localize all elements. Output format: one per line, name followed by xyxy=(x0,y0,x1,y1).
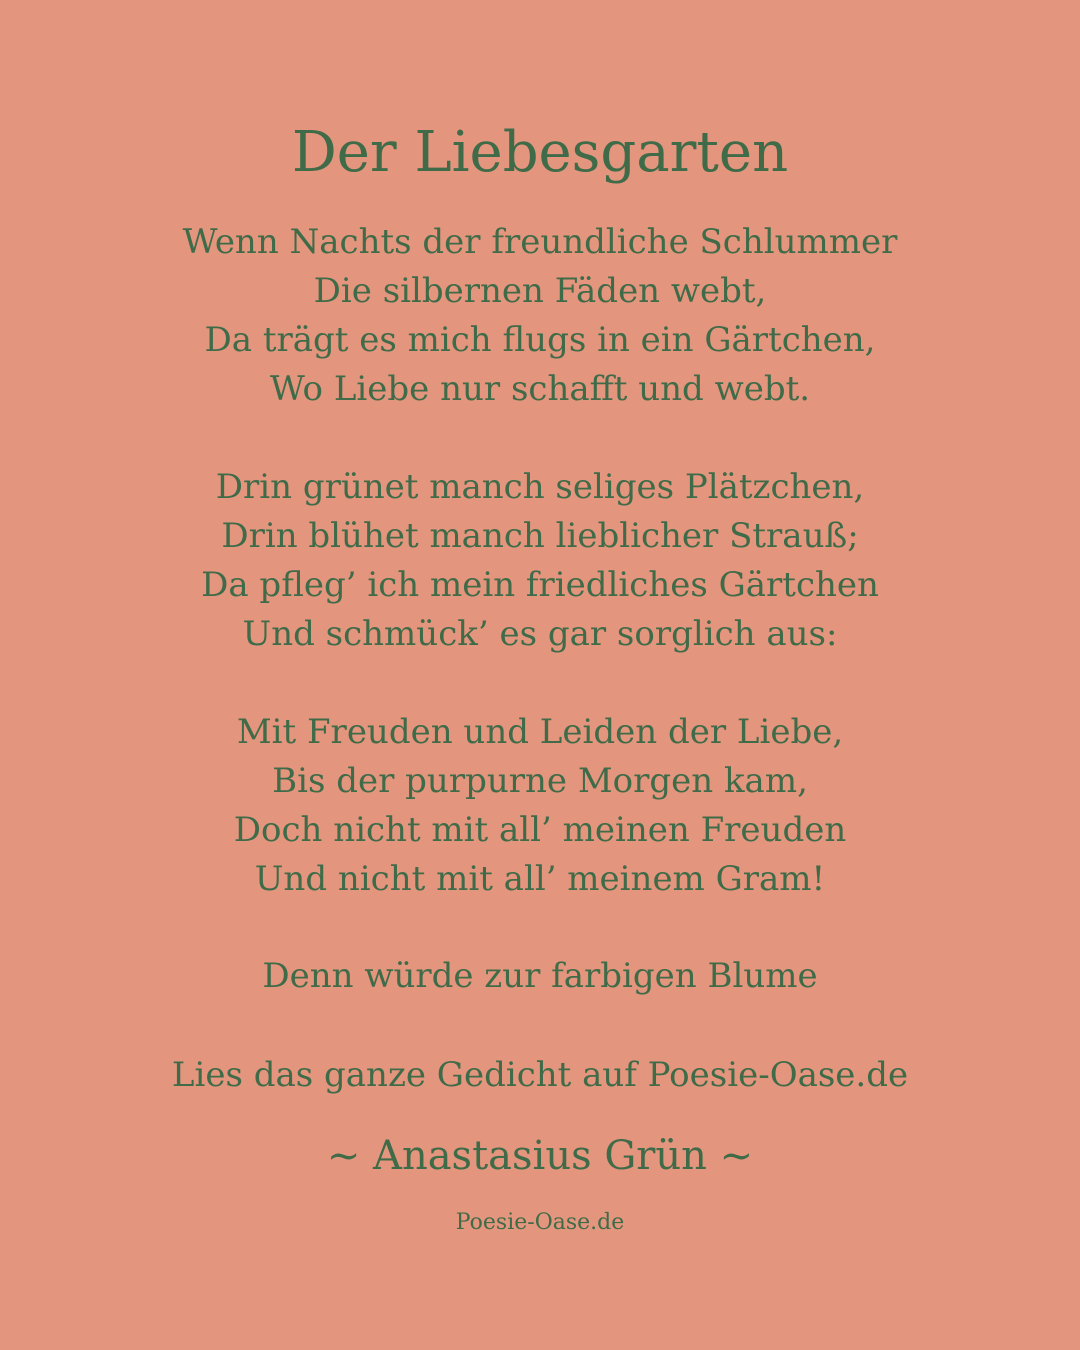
poem-line: Wo Liebe nur schafft und webt. xyxy=(269,369,811,409)
stanza-4 xyxy=(0,952,1080,1001)
poem-line: Und nicht mit all’ meinem Gram! xyxy=(254,859,826,899)
poem-line: Und schmück’ es gar sorglich aus: xyxy=(242,614,838,654)
author-name: ~ Anastasius Grün ~ xyxy=(326,1133,754,1179)
poem-line: Da pfleg’ ich mein friedliches Gärtchen xyxy=(201,565,879,605)
site-watermark: Poesie-Oase.de xyxy=(455,1210,625,1235)
poem-line: Die silbernen Fäden webt, xyxy=(313,271,767,311)
poem-line: Wenn Nachts der freundliche Schlummer xyxy=(182,222,898,262)
stanza-3 xyxy=(0,708,1080,904)
poem-line: Drin grünet manch seliges Plätzchen, xyxy=(215,467,865,507)
stanza-1 xyxy=(0,218,1080,414)
poem-line: Da trägt es mich flugs in ein Gärtchen, xyxy=(204,320,876,360)
poem-line: Drin blühet manch lieblicher Strauß; xyxy=(221,516,859,556)
read-more-text: Lies das ganze Gedicht auf Poesie-Oase.de xyxy=(171,1055,909,1095)
poem-title: Der Liebesgarten xyxy=(291,120,789,185)
poem-line: Mit Freuden und Leiden der Liebe, xyxy=(236,712,844,752)
poem-line: Doch nicht mit all’ meinen Freuden xyxy=(233,810,847,850)
stanza-2 xyxy=(0,463,1080,659)
poem-line: Denn würde zur farbigen Blume xyxy=(262,956,818,996)
poem-line: Bis der purpurne Morgen kam, xyxy=(272,761,808,801)
